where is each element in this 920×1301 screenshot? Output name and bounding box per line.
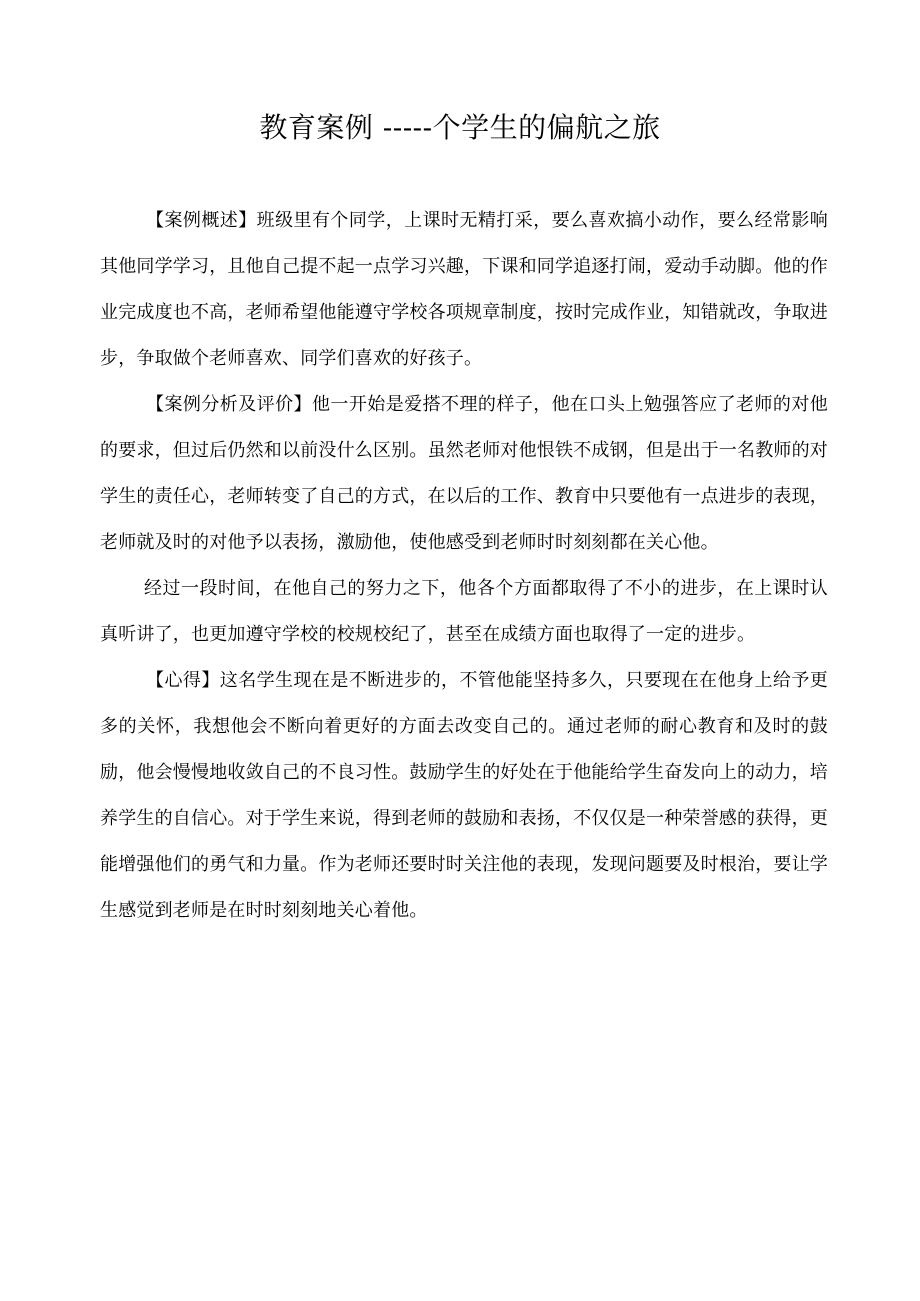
paragraph-text-progress: 经过一段时间，在他自己的努力之下，他各个方面都取得了不小的进步，在上课时认真听讲了，也更加遵守学校的校规校纪了，甚至在成绩方面也取得了一定的进步。 [100,578,828,645]
paragraph-case-overview [100,198,828,382]
document-title: 教育案例 -----个学生的偏航之旅 [259,111,661,144]
paragraph-text-case-analysis: 他一开始是爱搭不理的样子，他在口头上勉强答应了老师的对他的要求，但过后仍然和以前没什么区别。虽然老师对他恨铁不成钢，但是出于一名教师的对学生的责任心，老师转变了自己的方式，在以后的工作、教育中只要他有一点进步的表现，老师就及时的对他予以表扬，激励他，使他感受到老师时时刻刻都在关心他。 [100,394,828,553]
section-label-case-overview: 【案例概述】 [146,210,257,231]
paragraph-progress [100,566,828,658]
paragraph-text-case-overview: 班级里有个同学，上课时无精打采，要么喜欢搞小动作，要么经常影响其他同学学习，且他自己提不起一点学习兴趣，下课和同学追逐打闹，爱动手动脚。他的作业完成度也不高，老师希望他能遵守学校各项规章制度，按时完成作业，知错就改，争取进步，争取做个老师喜欢、同学们喜欢的好孩子。 [100,210,828,369]
paragraph-case-analysis [100,382,828,566]
document-body [100,198,828,934]
section-label-case-analysis: 【案例分析及评价】 [146,394,312,415]
section-label-reflection: 【心得】 [146,670,220,691]
paragraph-text-reflection: 这名学生现在是不断进步的，不管他能坚持多久，只要现在在他身上给予更多的关怀，我想他会不断向着更好的方面去改变自己的。通过老师的耐心教育和及时的鼓励，他会慢慢地收敛自己的不良习性。鼓励学生的好处在于他能给学生奋发向上的动力，培养学生的自信心。对于学生来说，得到老师的鼓励和表扬，不仅仅是一种荣誉感的获得，更能增强他们的勇气和力量。作为老师还要时时关注他的表现，发现问题要及时根治，要让学生感觉到老师是在时时刻刻地关心着他。 [100,670,828,921]
paragraph-reflection [100,658,828,934]
